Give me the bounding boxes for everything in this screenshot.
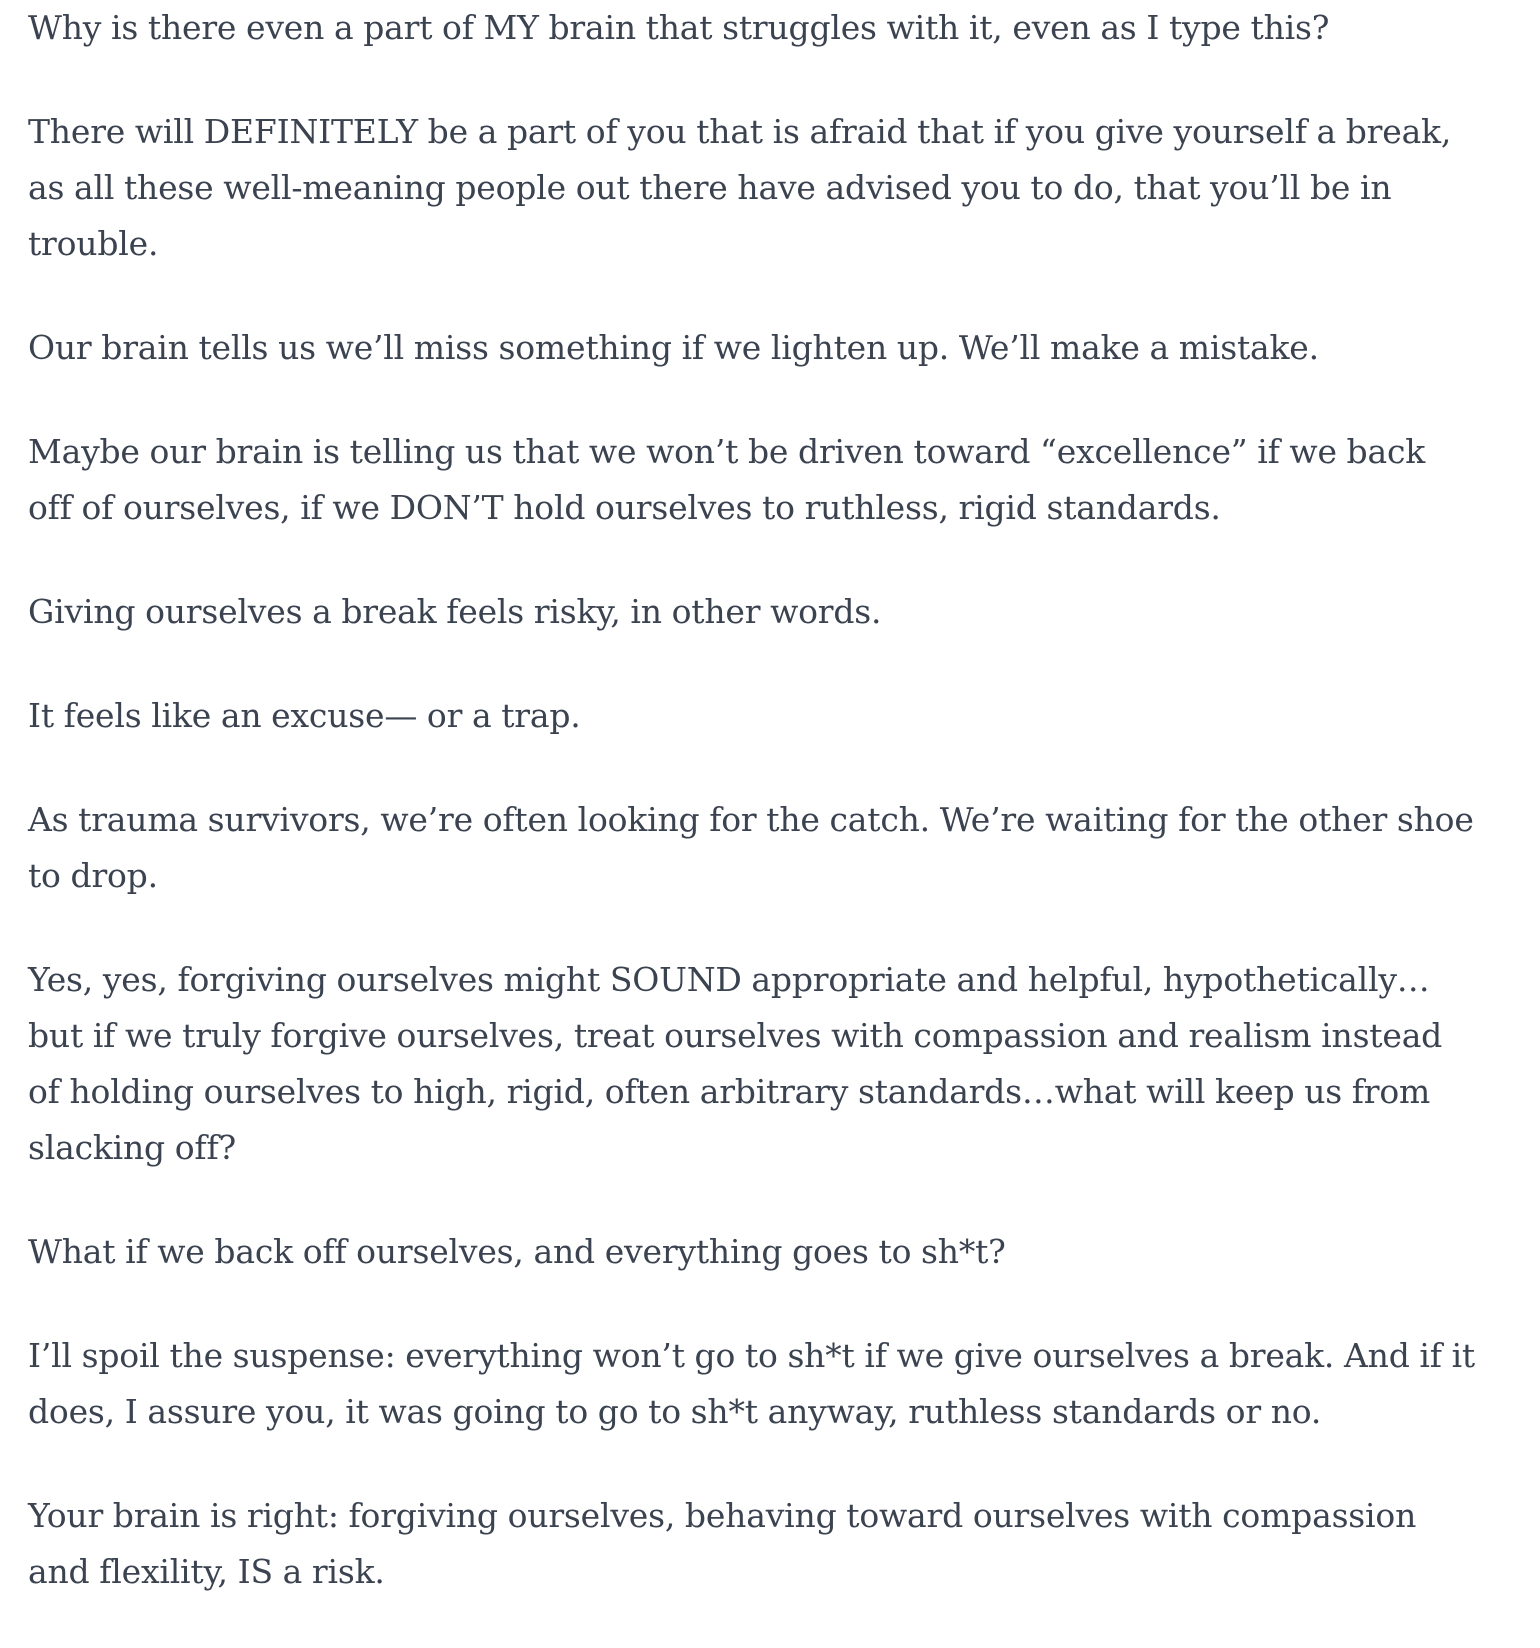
paragraph-10: I’ll spoil the suspense: everything won’t go to sh*t if we give ourselves a break. And if it does, I assure you, it was going to go to sh*t anyway, ruthless standards or no. bbox=[28, 1336, 1475, 1431]
paragraph-3: Our brain tells us we’ll miss something if we lighten up. We’ll make a mistake. bbox=[28, 328, 1319, 367]
paragraph-5: Giving ourselves a break feels risky, in other words. bbox=[28, 592, 882, 631]
paragraph-6: It feels like an excuse— or a trap. bbox=[28, 696, 581, 735]
paragraph-9: What if we back off ourselves, and everything goes to sh*t? bbox=[28, 1232, 1006, 1271]
paragraph-2: There will DEFINITELY be a part of you that is afraid that if you give yourself a break, as all these well-meaning people out there have advised you to do, that you’ll be in trouble. bbox=[28, 112, 1452, 263]
paragraph-1: Why is there even a part of MY brain that struggles with it, even as I type this? bbox=[28, 8, 1330, 47]
paragraph-11: Your brain is right: forgiving ourselves, behaving toward ourselves with compassion and flexility, IS a risk. bbox=[28, 1496, 1417, 1591]
paragraph-4: Maybe our brain is telling us that we won’t be driven toward “excellence” if we back off of ourselves, if we DON’T hold ourselves to ruthless, rigid standards. bbox=[28, 432, 1426, 527]
paragraph-8: Yes, yes, forgiving ourselves might SOUND appropriate and helpful, hypothetically…but if we truly forgive ourselves, treat ourselves with compassion and realism instead of holding ourselves to high, rigid, often arbitrary standards…what will keep us from slacking off? bbox=[28, 960, 1443, 1167]
article-body bbox=[28, 0, 1478, 1648]
paragraph-7: As trauma survivors, we’re often looking for the catch. We’re waiting for the other shoe to drop. bbox=[28, 800, 1474, 895]
